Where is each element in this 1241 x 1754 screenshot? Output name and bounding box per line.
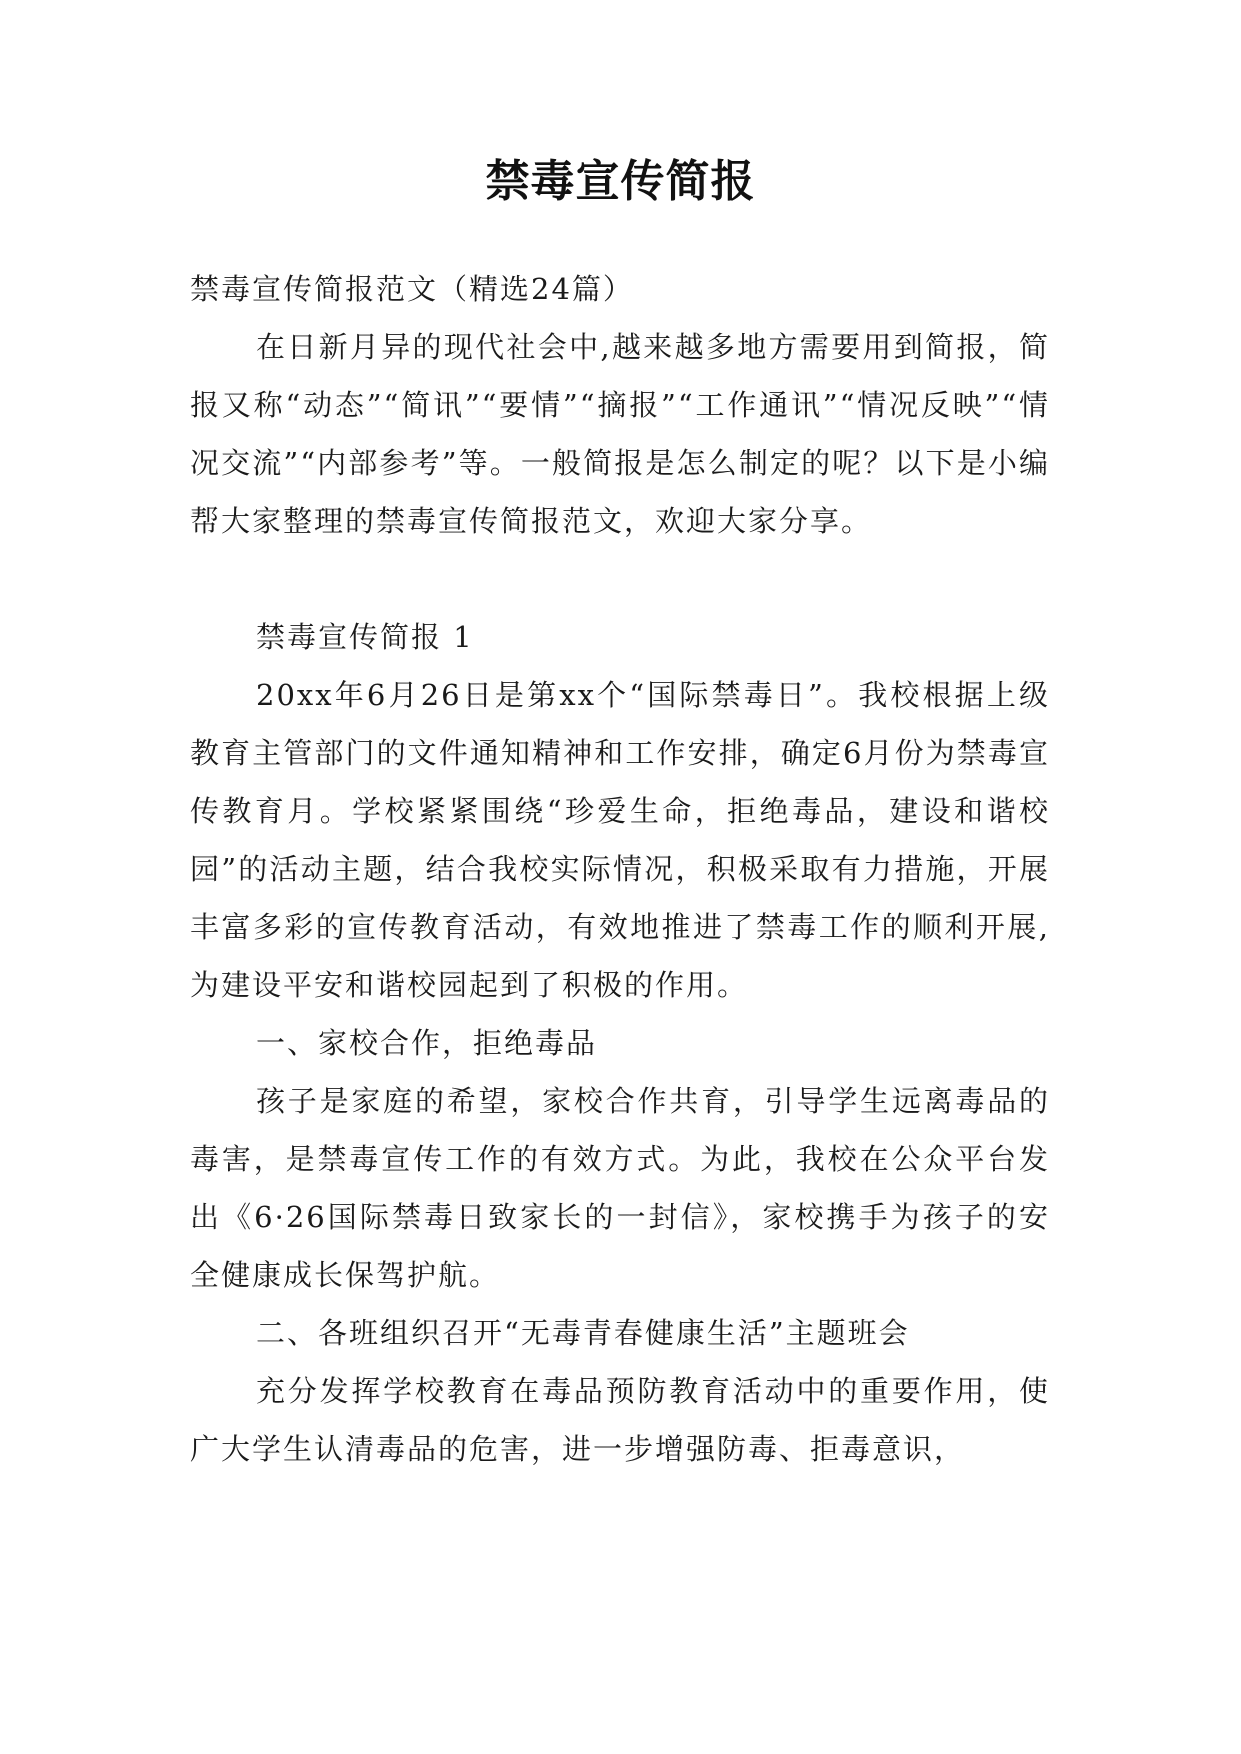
subheading-1: 一、家校合作，拒绝毒品 [256, 1026, 598, 1060]
document-body [190, 260, 1050, 1478]
body-paragraph-3: 充分发挥学校教育在毒品预防教育活动中的重要作用，使广大学生认清毒品的危害，进一步增强防毒、拒毒意识， [190, 1374, 1050, 1466]
subheading-2: 二、各班组织召开“无毒青春健康生活”主题班会 [256, 1316, 910, 1350]
document-subtitle: 禁毒宣传简报范文（精选24篇） [190, 272, 634, 306]
paragraph-spacer [190, 550, 1050, 608]
section-heading: 禁毒宣传简报 1 [256, 620, 474, 654]
body-paragraph-2: 孩子是家庭的希望，家校合作共育，引导学生远离毒品的毒害，是禁毒宣传工作的有效方式。为此，我校在公众平台发出《6·26国际禁毒日致家长的一封信》，家校携手为孩子的安全健康成长保驾护航。 [190, 1084, 1050, 1292]
intro-paragraph: 在日新月异的现代社会中,越来越多地方需要用到简报，简报又称“动态”“简讯”“要情”“摘报”“工作通讯”“情况反映”“情况交流”“内部参考”等。一般简报是怎么制定的呢？以下是小编帮大家整理的禁毒宣传简报范文，欢迎大家分享。 [190, 330, 1050, 538]
document-title: 禁毒宣传简报 [485, 156, 756, 207]
body-paragraph-1: 20xx年6月26日是第xx个“国际禁毒日”。我校根据上级教育主管部门的文件通知精神和工作安排，确定6月份为禁毒宣传教育月。学校紧紧围绕“珍爱生命，拒绝毒品，建设和谐校园”的活动主题，结合我校实际情况，积极采取有力措施，开展丰富多彩的宣传教育活动，有效地推进了禁毒工作的顺利开展,为建设平安和谐校园起到了积极的作用。 [190, 678, 1050, 1002]
